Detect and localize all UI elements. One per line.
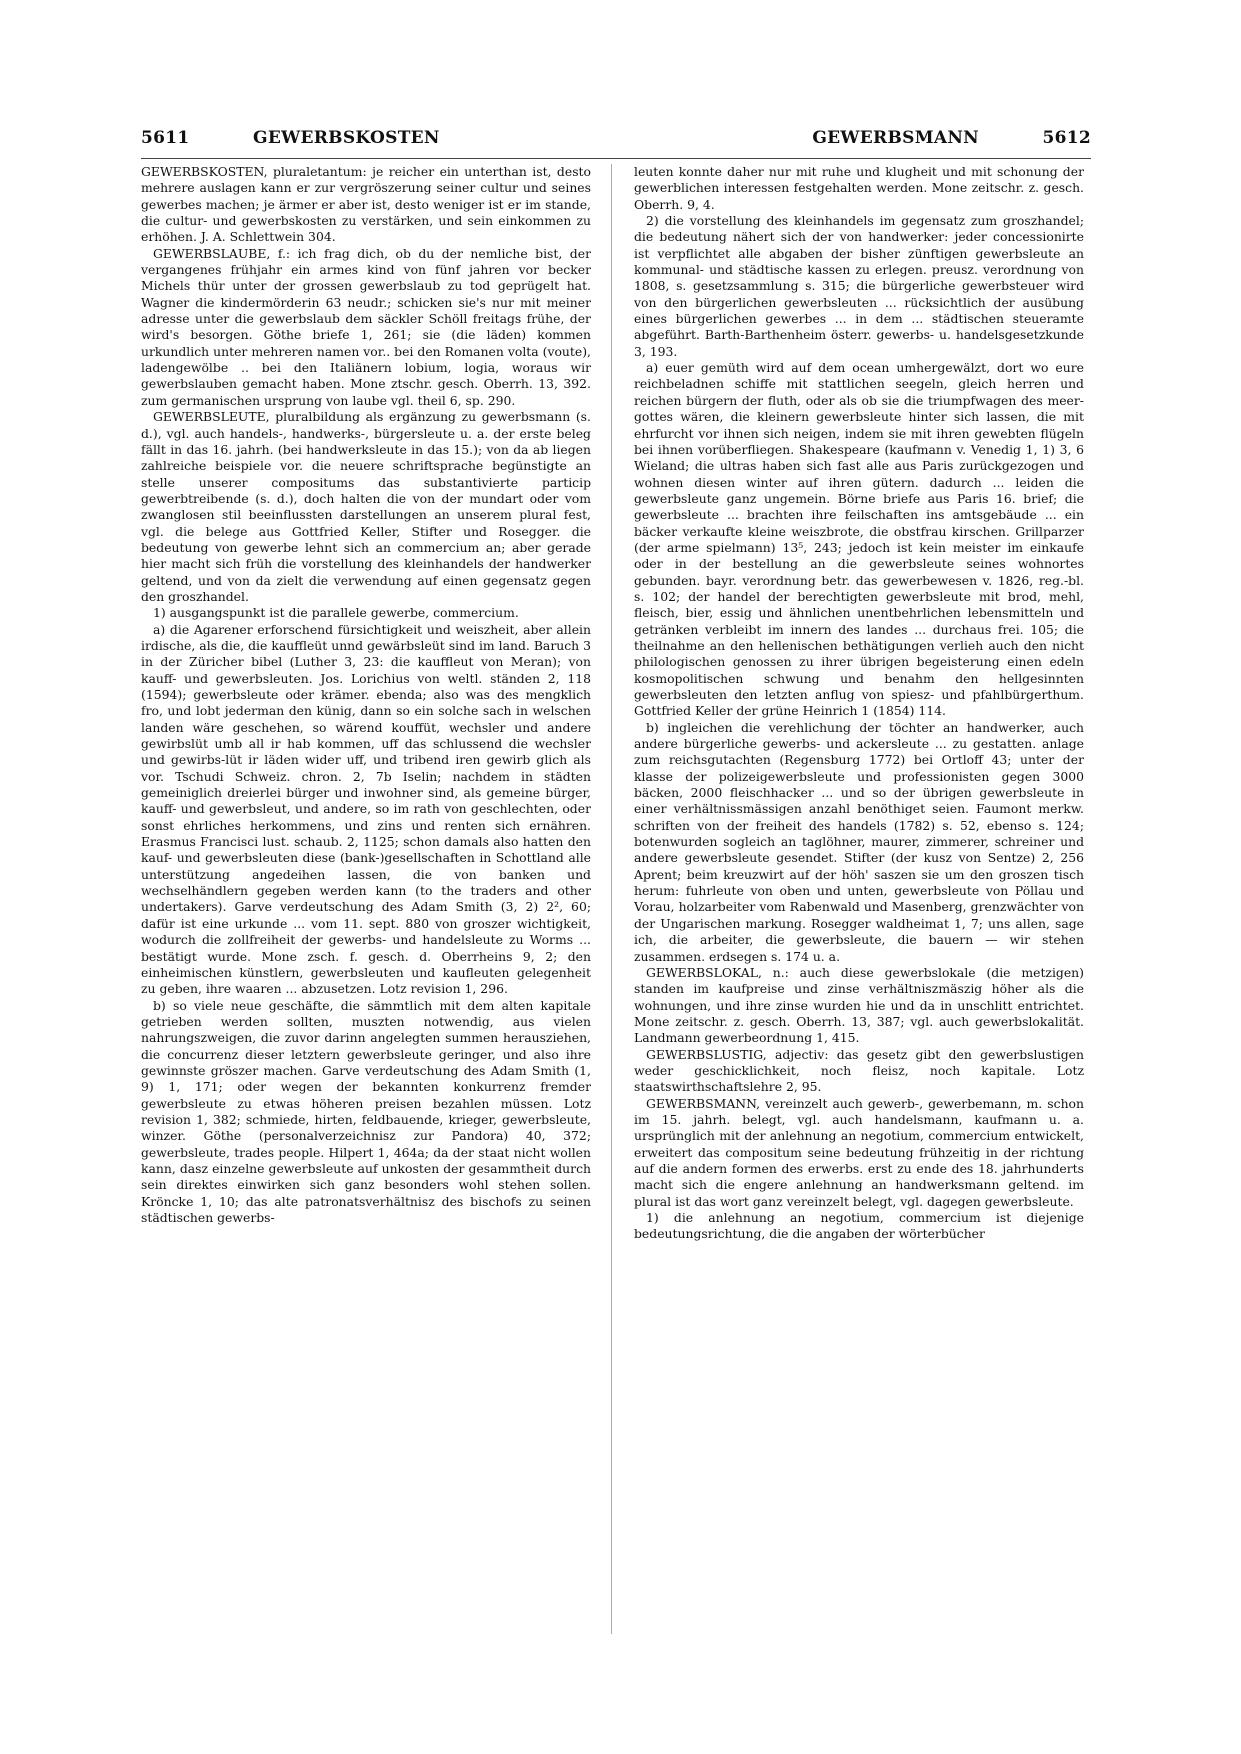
- paragraph-sense-1b: b) so viele neue geschäfte, die sämmtlich mit dem alten kapitale getrieben werden sollten, muszten notwendig, aus vielen nahrungszweigen, die zuvor darinn angelegten summen herausziehen, die concurrenz dieser letztern gewerbsleute geringer, und also ihre gewinnste gröszer machen. Garve verdeutschung des Adam Smith (1, 9) 1, 171; oder wegen der bekannten konkurrenz fremder gewerbsleute zu etwas höheren preisen bezahlen müssen. Lotz revision 1, 382; schmiede, hirten, feldbauende, krieger, gewerbsleute, winzer. Göthe (personalverzeichnisz zur Pandora) 40, 372; gewerbsleute, trades people. Hilpert 1, 464a; da der staat nicht wollen kann, dasz einzelne gewerbsleute auf unkosten der gesammtheit durch sein direktes einwirken sich ganz besonders wohl stehen sollen. Kröncke 1, 10; das alte patronatsverhältnisz des bischofs zu seinen städtischen gewerbs-: [141, 997, 591, 1225]
- entry-gewerbslokal: GEWERBSLOKAL, n.: auch diese gewerbslokale (die metzigen) standen im kaufpreise und zinse verhältniszmäszig höher als die wohnungen, und ihre zinse wurden hie und da in unschlitt entrichtet. Mone zeitschr. z. gesch. Oberrh. 13, 387; vgl. auch gewerbslokalität. Landmann gewerbeordnung 1, 415.: [634, 964, 1084, 1046]
- entry-gewerbskosten: GEWERBSKOSTEN, pluraletantum: je reicher ein unterthan ist, desto mehrere auslagen kann er zur vergröszerung seiner cultur und seines gewerbes machen; je ärmer er aber ist, desto weniger ist er im stande, die cultur- und gewerbskosten zu verstärken, und sein einkommen zu erhöhen. J. A. Schlettwein 304.: [141, 164, 591, 245]
- paragraph-sense-1: 1) ausgangspunkt ist die parallele gewerbe, commercium.: [153, 605, 519, 621]
- page-number-right: 5612: [1042, 128, 1091, 148]
- page-number-left: 5611: [141, 128, 190, 148]
- paragraph-sense-2b: b) ingleichen die verehlichung der töchter an handwerker, auch andere bürgerliche gewerbs- und ackersleute ... zu gestatten. anlage zum reichsgutachten (Regensburg 1772) bei Ortloff 43; unter der klasse der polizeigewerbsleute und professionisten gegen 3000 bäcken, 2000 fleischhacker ... und so der übrigen gewerbsleute in einer verhältnissmässigen anzahl benöthiget seien. Faumont merkw. schriften von der freiheit des handels (1782) s. 52, ebenso s. 124; botenwurden sogleich an taglöhner, maurer, zimmerer, schreiner und andere gewerbsleute gesendet. Stifter (der kusz von Sentze) 2, 256 Aprent; beim kreuzwirt auf der höh' saszen sie um den groszen tisch herum: fuhrleute von oben und unten, gewerbsleute von Pöllau und Vorau, holzarbeiter vom Rabenwald und Masenberg, grenzwächter von der Ungarischen markung. Rosegger waldheimat 1, 7; uns allen, sage ich, die arbeiter, die gewerbsleute, die bauern — wir stehen zusammen. erdsegen s. 174 u. a.: [634, 719, 1084, 964]
- page-header: [141, 128, 1091, 154]
- paragraph-gewerbsmann-sense-1: 1) die anlehnung an negotium, commercium ist diejenige bedeutungsrichtung, die die angaben der wörterbücher: [634, 1210, 1084, 1242]
- right-column: [634, 164, 1084, 1634]
- running-title-right: GEWERBSMANN: [812, 128, 979, 148]
- paragraph-continuation: leuten konnte daher nur mit ruhe und klugheit und mit schonung der gewerblichen interessen festgehalten werden. Mone zeitschr. z. gesch. Oberrh. 9, 4.: [634, 164, 1084, 212]
- paragraph-sense-2a: a) euer gemüth wird auf dem ocean umhergewälzt, dort wo eure reichbeladnen schiffe mit stattlichen seegeln, gleich herren und reichen bürgern der fluth, oder als ob sie die triumpfwagen des meer-gottes wären, die kleinern gewerbsleute hinter sich lassen, die mit ehrfurcht vor ihnen sich neigen, indem sie mit ihren gewebten flügeln bei ihnen vorüberfliegen. Shakespeare (kaufmann v. Venedig 1, 1) 3, 6 Wieland; die ultras haben sich fast alle aus Paris zurückgezogen und wohnen diesen winter auf ihren gütern. dadurch ... leiden die gewerbsleute ganz ungemein. Börne briefe aus Paris 16. brief; die gewerbsleute ... brachten ihre feilschaften ins amtsgebäude ... ein bäcker verkaufte kleine weiszbrote, die obstfrau kirschen. Grillparzer (der arme spielmann) 13⁵, 243; jedoch ist kein meister im einkaufe oder in der bestellung an die gewerbsleute seines wohnortes gebunden. bayr. verordnung betr. das gewerbewesen v. 1826, reg.-bl. s. 102; der handel der berechtigten gewerbsleute mit brod, mehl, fleisch, bier, essig und ähnlichen unentbehrlichen lebensmitteln und getränken verbleibt im innern des landes ... durchaus frei. 105; die theilnahme an den hellenischen bethätigungen verlieh auch den nicht philologischen genossen zu ihrer übrigen begeisterung einen edeln kosmopolitischen schwung und benahm den hellgesinnten gewerbsleuten den letzten anflug von spiesz- und pfahlbürgerthum. Gottfried Keller der grüne Heinrich 1 (1854) 114.: [634, 360, 1084, 719]
- entry-gewerbsmann: GEWERBSMANN, vereinzelt auch gewerb-, gewerbemann, m. schon im 15. jahrh. belegt, vgl. auch handelsmann, kaufmann u. a. ursprünglich mit der anlehnung an negotium, commercium entwickelt, erweitert das compositum seine bedeutung frühzeitig in der richtung auf die andern formen des erwerbs. erst zu ende des 18. jahrhunderts macht sich die engere anlehnung an handwerksmann geltend. im plural ist das wort ganz vereinzelt belegt, vgl. dagegen gewerbsleute.: [634, 1095, 1084, 1209]
- paragraph-sense-2: 2) die vorstellung des kleinhandels im gegensatz zum groszhandel; die bedeutung nähert sich der von handwerker: jeder concessionirte ist verpflichtet alle abgaben der bisher zünftigen gewerbsleute an kommunal- und städtische kassen zu erlegen. preusz. verordnung von 1808, s. gesetzsammlung s. 315; die bürgerliche gewerbsteuer wird von den bürgerlichen gewerbsleuten ... rücksichtlich der ausübung eines bürgerlichen gewerbes ... in dem ... städtischen steueramte abgeführt. Barth-Barthenheim österr. gewerbs- u. handelsgesetzkunde 3, 193.: [634, 213, 1084, 359]
- entry-gewerbsleute: GEWERBSLEUTE, pluralbildung als ergänzung zu gewerbsmann (s. d.), vgl. auch handels-, handwerks-, bürgersleute u. a. der erste beleg fällt in das 16. jahrh. (bei handwerksleute in das 15.); von da ab liegen zahlreiche beispiele vor. die neuere schriftsprache begünstigte an stelle unserer compositums das substantivierte particip gewerbtreibende (s. d.), doch halten die von der mundart oder vom zwanglosen stil beeinflussten darstellungen an unserem plural fest, vgl. die belege aus Gottfried Keller, Stifter und Rosegger. die bedeutung von gewerbe lehnt sich an commercium an; aber gerade hier macht sich früh die vorstellung des kleinhandels der handwerker geltend, und von da zielt die verwendung auf einen gegensatz gegen den groszhandel.: [141, 409, 591, 604]
- paragraph-sense-1a: a) die Agarener erforschend fürsichtigkeit und weiszheit, aber allein irdische, als die, die kauffleüt unnd gewärbsleüt sind im land. Baruch 3 in der Züricher bibel (Luther 3, 23: die kauffleut von Meran); von kauff- und gewerbsleuten. Jos. Lorichius von weltl. ständen 2, 118 (1594); gewerbsleute oder krämer. ebenda; also was des mengklich fro, und lobt jederman den künig, dann so ein solche sach in welschen landen wäre geschehen, so wärend kouffüt, wechsler und andere gewirbslüt umb all ir hab kommen, uff das schlussend die wechsler und gewirbs-lüt ir läden wider uff, und tribend iren gewirb glich als vor. Tschudi Schweiz. chron. 2, 7b Iselin; nachdem in städten gemeiniglich dreierlei bürger und inwohner sind, als gemeine bürger, kauff- und gewerbsleut, und andere, so im rath von geschlechten, oder sonst ehrliches herkommens, und zins und renten sich ernähren. Erasmus Francisci lust. schaub. 2, 1125; schon damals also hatten den kauf- und gewerbsleuten diese (bank-)gesellschaften in Schottland alle unterstützung angedeihen lassen, die von banken und wechselhändlern gegeben werden kann (to the traders and other undertakers). Garve verdeutschung des Adam Smith (3, 2) 2², 60; dafür ist eine urkunde ... vom 11. sept. 880 von groszer wichtigkeit, wodurch die zollfreiheit der gewerbs- und handelsleute zu Worms ... bestätigt wurde. Mone zsch. f. gesch. d. Oberrheins 9, 2; den einheimischen künstlern, gewerbsleuten und kaufleuten gelegenheit zu geben, ihre waaren ... abzusetzen. Lotz revision 1, 296.: [141, 621, 591, 997]
- entry-gewerbslaube: GEWERBSLAUBE, f.: ich frag dich, ob du der nemliche bist, der vergangenes frühjahr ein armes kind von fünf jahren vor becker Michels thür unter der grossen gewerbslaub zu tod geprügelt hat. Wagner die kindermörderin 63 neudr.; schicken sie's nur mit meiner adresse unter die gewerbslaub dem säckler Schöll freitags frühe, der wird's besorgen. Göthe briefe 1, 261; sie (die läden) kommen urkundlich unter mehreren namen vor.. bei den Romanen volta (voute), ladengewölbe .. bei den Italiänern lobium, logia, woraus wir gewerbslauben gemacht haben. Mone ztschr. gesch. Oberrh. 13, 392. zum germanischen ursprung von laube vgl. theil 6, sp. 290.: [141, 245, 591, 408]
- entry-gewerbslustig: GEWERBSLUSTIG, adjectiv: das gesetz gibt den gewerbslustigen weder geschicklichkeit, noch fleisz, noch kapitale. Lotz staatswirthschaftslehre 2, 95.: [634, 1046, 1084, 1095]
- running-title-left: GEWERBSKOSTEN: [253, 128, 440, 148]
- column-divider: [611, 164, 612, 1634]
- header-rule: [141, 158, 1091, 159]
- left-column: [141, 164, 591, 1634]
